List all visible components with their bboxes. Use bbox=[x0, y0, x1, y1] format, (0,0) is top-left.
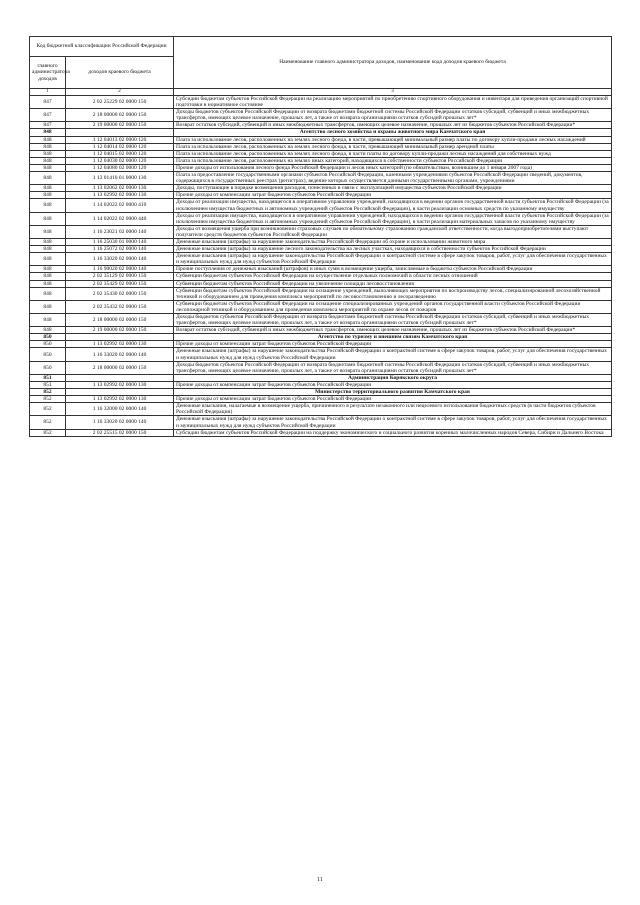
admin-code-cell: 852 bbox=[30, 389, 66, 396]
table-row bbox=[30, 164, 612, 171]
revenue-code-cell: 1 14 02022 02 0000 440 bbox=[66, 212, 174, 225]
table-row bbox=[30, 381, 612, 388]
revenue-name-cell: Доходы от реализации имущества, находящегося в оперативном управлении учреждений, находящихся в ведении органов государственной власти субъектов Российской Федерации (за исключением имущества бюджетных и автономных учреждений субъектов Российской Федерации), в части реализации материальных запасов по указанному имуществу bbox=[174, 212, 612, 225]
admin-code-cell: 848 bbox=[30, 129, 66, 136]
revenue-code-table bbox=[29, 36, 612, 437]
table-row bbox=[30, 280, 612, 287]
table-row bbox=[30, 143, 612, 150]
revenue-name-cell: Денежные взыскания, налагаемые в возмещение ущерба, причиненного в результате незаконного или нецелевого использования бюджетных средств (в части бюджетов субъектов Российской Федерации) bbox=[174, 403, 612, 416]
revenue-code-cell: 1 14 02022 02 0000 410 bbox=[66, 199, 174, 212]
revenue-name-cell: Плата за использование лесов, расположенных на землях иных категорий, находящихся в собственности субъектов Российской Федерации bbox=[174, 157, 612, 164]
revenue-name-cell: Денежные взыскания (штрафы) за нарушение законодательства Российской Федерации о контрактной системе в сфере закупок товаров, работ, услуг для обеспечения государственных и муниципальных нужд для нужд субъектов Российской Федерации bbox=[174, 348, 612, 361]
revenue-code-cell: 1 16 25072 02 0000 140 bbox=[66, 246, 174, 253]
revenue-code-cell: 1 13 02992 02 0000 130 bbox=[66, 341, 174, 348]
admin-code-cell: 848 bbox=[30, 225, 66, 238]
admin-code-cell: 848 bbox=[30, 253, 66, 266]
kbk-header: Код бюджетной классификации Российской Федерации bbox=[30, 37, 174, 57]
revenue-code-cell: 2 02 35432 02 0000 150 bbox=[66, 300, 174, 313]
revenue-name-cell: Субсидии бюджетам субъектов Российской Федерации на реализацию мероприятий по приобретению спортивного оборудования и инвентаря для приведения организаций спортивной подготовки в нормативное состояние bbox=[174, 96, 612, 109]
revenue-name-cell: Агентство по туризму и внешним связям Камчатского края bbox=[174, 334, 612, 341]
agency-row bbox=[30, 129, 612, 136]
admin-code-cell: 850 bbox=[30, 348, 66, 361]
admin-code-cell: 848 bbox=[30, 185, 66, 192]
admin-code-cell: 852 bbox=[30, 416, 66, 429]
table-row bbox=[30, 287, 612, 300]
admin-code-cell: 848 bbox=[30, 327, 66, 334]
revenue-code-cell bbox=[66, 389, 174, 396]
revenue-code-cell bbox=[66, 334, 174, 341]
table-row bbox=[30, 361, 612, 374]
revenue-name-cell: Субвенции бюджетам субъектов Российской Федерации на осуществление отдельных полномочий в области лесных отношений bbox=[174, 273, 612, 280]
agency-row bbox=[30, 334, 612, 341]
revenue-code-cell: 1 13 02062 02 0000 130 bbox=[66, 185, 174, 192]
admin-code-cell: 848 bbox=[30, 172, 66, 185]
column-number-3: 3 bbox=[174, 89, 612, 96]
revenue-name-cell: Доходы от возмещения ущерба при возникновении страховых случаев по обязательному страхованию гражданской ответственности, когда выгодоприобретателями выступают получатели средств бюджетов субъектов Российской Федерации bbox=[174, 225, 612, 238]
table-body bbox=[30, 96, 612, 437]
admin-code-cell: 848 bbox=[30, 238, 66, 245]
revenue-code-cell: 2 02 35429 02 0000 150 bbox=[66, 280, 174, 287]
table-row bbox=[30, 192, 612, 199]
admin-code-cell: 851 bbox=[30, 381, 66, 388]
revenue-name-cell: Доходы, поступающие в порядке возмещения расходов, понесенных в связи с эксплуатацией имущества субъектов Российской Федерации bbox=[174, 185, 612, 192]
table-row bbox=[30, 403, 612, 416]
revenue-name-cell: Плата за использование лесов, расположенных на землях лесного фонда, в части, превышающей минимальный размер арендной платы bbox=[174, 143, 612, 150]
table-row bbox=[30, 246, 612, 253]
admin-column-header: главного администратора доходов bbox=[30, 57, 66, 89]
revenue-code-cell: 2 02 25229 02 0000 150 bbox=[66, 96, 174, 109]
revenue-name-cell: Денежные взыскания (штрафы) за нарушение законодательства Российской Федерации об охране и использовании животного мира bbox=[174, 238, 612, 245]
revenue-code-cell: 2 02 25515 02 0000 150 bbox=[66, 429, 174, 436]
revenue-code-cell: 1 12 04080 02 0000 120 bbox=[66, 164, 174, 171]
revenue-name-cell: Агентство лесного хозяйства и охраны животного мира Камчатского края bbox=[174, 129, 612, 136]
admin-code-cell: 852 bbox=[30, 429, 66, 436]
table-row bbox=[30, 266, 612, 273]
revenue-code-cell bbox=[66, 129, 174, 136]
table-row bbox=[30, 136, 612, 143]
revenue-code-cell: 1 12 04015 02 0000 120 bbox=[66, 150, 174, 157]
table-row bbox=[30, 253, 612, 266]
revenue-code-cell: 1 13 01410 01 0000 130 bbox=[66, 172, 174, 185]
admin-code-cell: 848 bbox=[30, 212, 66, 225]
revenue-code-cell: 2 18 00000 02 0000 150 bbox=[66, 109, 174, 122]
revenue-code-cell: 2 18 00000 02 0000 150 bbox=[66, 361, 174, 374]
table-row bbox=[30, 199, 612, 212]
revenue-code-cell: 1 13 02992 02 0000 130 bbox=[66, 396, 174, 403]
admin-code-cell: 848 bbox=[30, 199, 66, 212]
revenue-name-cell: Администрация Корякского округа bbox=[174, 374, 612, 381]
table-row bbox=[30, 341, 612, 348]
table-row bbox=[30, 348, 612, 361]
revenue-name-cell: Доходы бюджетов субъектов Российской Федерации от возврата бюджетами бюджетной системы Российской Федерации остатков субсидий, субвенций и иных межбюджетных трансфертов, имеющих целевое назначение, прошлых лет, а также от возврата организациями остатков субсидий прошлых лет* bbox=[174, 314, 612, 327]
admin-code-cell: 848 bbox=[30, 273, 66, 280]
table-row bbox=[30, 225, 612, 238]
admin-code-cell: 852 bbox=[30, 396, 66, 403]
revenue-name-cell: Доходы от реализации имущества, находящегося в оперативном управлении учреждений, находящихся в ведении органов государственной власти субъектов Российской Федерации (за исключением имущества бюджетных и автономных учреждений субъектов Российской Федерации), в части реализации основных средств по указанному имуществу bbox=[174, 199, 612, 212]
table-row bbox=[30, 157, 612, 164]
code-column-header: доходов краевого бюджета bbox=[66, 57, 174, 89]
table-row bbox=[30, 327, 612, 334]
admin-code-cell: 848 bbox=[30, 157, 66, 164]
revenue-name-cell: Субвенции бюджетам субъектов Российской Федерации на оснащение учреждений, выполняющих мероприятия по воспроизводству лесов, специализированной лесохозяйственной техникой и оборудованием для проведения комплекса мероприятий по лесовосстановлению и лесоразведению bbox=[174, 287, 612, 300]
admin-code-cell: 850 bbox=[30, 334, 66, 341]
revenue-name-cell: Прочие доходы от использования лесного фонда Российской Федерации и лесов иных категорий (по обязательствам, возникшим до 1 января 2007 года) bbox=[174, 164, 612, 171]
revenue-name-cell: Прочие доходы от компенсации затрат бюджетов субъектов Российской Федерации bbox=[174, 192, 612, 199]
revenue-name-cell: Прочие доходы от компенсации затрат бюджетов субъектов Российской Федерации bbox=[174, 381, 612, 388]
page-number: 11 bbox=[317, 877, 323, 883]
table-row bbox=[30, 429, 612, 436]
revenue-name-cell: Плата за использование лесов, расположенных на землях лесного фонда, в части платы по договору купли-продажи лесных насаждений для собственных нужд bbox=[174, 150, 612, 157]
revenue-code-cell bbox=[66, 374, 174, 381]
admin-code-cell: 848 bbox=[30, 266, 66, 273]
table-row bbox=[30, 212, 612, 225]
revenue-code-cell: 1 16 23021 02 0000 140 bbox=[66, 225, 174, 238]
revenue-code-cell: 1 16 33020 02 0000 140 bbox=[66, 416, 174, 429]
revenue-name-cell: Денежные взыскания (штрафы) за нарушение законодательства Российской Федерации о контрактной системе в сфере закупок товаров, работ, услуг для обеспечения государственных и муниципальных нужд для нужд субъектов Российской Федерации bbox=[174, 253, 612, 266]
revenue-code-cell: 1 16 33020 02 0000 140 bbox=[66, 253, 174, 266]
revenue-code-cell: 2 19 00000 02 0000 150 bbox=[66, 122, 174, 129]
admin-code-cell: 848 bbox=[30, 150, 66, 157]
revenue-name-cell: Возврат остатков субсидий, субвенций и иных межбюджетных трансфертов, имеющих целевое назначение, прошлых лет из бюджетов субъектов Российской Федерации* bbox=[174, 122, 612, 129]
revenue-name-cell: Прочие доходы от компенсации затрат бюджетов субъектов Российской Федерации bbox=[174, 341, 612, 348]
table-row bbox=[30, 416, 612, 429]
revenue-code-cell: 1 12 04014 02 0000 120 bbox=[66, 143, 174, 150]
table-row bbox=[30, 273, 612, 280]
revenue-name-cell: Прочие доходы от компенсации затрат бюджетов субъектов Российской Федерации bbox=[174, 396, 612, 403]
admin-code-cell: 848 bbox=[30, 246, 66, 253]
revenue-code-cell: 2 02 35430 02 0000 150 bbox=[66, 287, 174, 300]
column-number-1: 1 bbox=[30, 89, 66, 96]
admin-code-cell: 850 bbox=[30, 341, 66, 348]
admin-code-cell: 848 bbox=[30, 280, 66, 287]
revenue-name-cell: Доходы бюджетов субъектов Российской Федерации от возврата бюджетами бюджетной системы Российской Федерации остатков субсидий, субвенций и иных межбюджетных трансфертов, имеющих целевое назначение, прошлых лет, а также от возврата организациями остатков субсидий прошлых лет* bbox=[174, 109, 612, 122]
admin-code-cell: 848 bbox=[30, 136, 66, 143]
admin-code-cell: 851 bbox=[30, 374, 66, 381]
revenue-code-cell: 1 13 02992 02 0000 130 bbox=[66, 192, 174, 199]
name-column-header: Наименование главного администратора доходов, наименование кода доходов краевого бюджета bbox=[174, 37, 612, 89]
admin-code-cell: 852 bbox=[30, 403, 66, 416]
table-row bbox=[30, 172, 612, 185]
table-row bbox=[30, 396, 612, 403]
revenue-name-cell: Субсидии бюджетам субъектов Российской Федерации на поддержку экономического и социального развития коренных малочисленных народов Севера, Сибири и Дальнего Востока bbox=[174, 429, 612, 436]
revenue-name-cell: Субвенции бюджетам субъектов Российской Федерации на оснащение специализированных учреждений органов государственной власти субъектов Российской Федерации лесопожарной техникой и оборудованием для проведения комплекса мероприятий по охране лесов от пожаров bbox=[174, 300, 612, 313]
admin-code-cell: 848 bbox=[30, 300, 66, 313]
revenue-name-cell: Доходы бюджетов субъектов Российской Федерации от возврата бюджетами бюджетной системы Российской Федерации остатков субсидий, субвенций и иных межбюджетных трансфертов, имеющих целевое назначение, прошлых лет, а также от возврата организациями остатков субсидий прошлых лет* bbox=[174, 361, 612, 374]
admin-code-cell: 850 bbox=[30, 361, 66, 374]
revenue-name-cell: Денежные взыскания (штрафы) за нарушение лесного законодательства на лесных участках, находящихся в собственности субъектов Российской Федерации bbox=[174, 246, 612, 253]
revenue-name-cell: Плата за предоставление государственными органами субъектов Российской Федерации, казенными учреждениями субъектов Российской Федерации сведений, документов, содержащихся в государственных реестрах (регистрах), ведение которых осуществляется данными государственными органами, учреждениями bbox=[174, 172, 612, 185]
revenue-name-cell: Плата за использование лесов, расположенных на землях лесного фонда, в части, превышающей минимальный размер платы по договору купли-продажи лесных насаждений bbox=[174, 136, 612, 143]
admin-code-cell: 847 bbox=[30, 109, 66, 122]
column-number-2: 2 bbox=[66, 89, 174, 96]
table-row bbox=[30, 300, 612, 313]
revenue-code-cell: 1 13 02992 02 0000 130 bbox=[66, 381, 174, 388]
admin-code-cell: 848 bbox=[30, 314, 66, 327]
table-row bbox=[30, 122, 612, 129]
admin-code-cell: 848 bbox=[30, 287, 66, 300]
admin-code-cell: 847 bbox=[30, 122, 66, 129]
revenue-code-cell: 1 12 04030 02 0000 120 bbox=[66, 157, 174, 164]
table-row bbox=[30, 150, 612, 157]
revenue-name-cell: Возврат остатков субсидий, субвенций и иных межбюджетных трансфертов, имеющих целевое назначение, прошлых лет из бюджетов субъектов Российской Федерации* bbox=[174, 327, 612, 334]
admin-code-cell: 848 bbox=[30, 164, 66, 171]
revenue-code-cell: 1 16 32000 02 0000 140 bbox=[66, 403, 174, 416]
revenue-code-cell: 2 19 00000 02 0000 150 bbox=[66, 327, 174, 334]
table-row bbox=[30, 185, 612, 192]
agency-row bbox=[30, 389, 612, 396]
table-row bbox=[30, 314, 612, 327]
revenue-name-cell: Субвенции бюджетам субъектов Российской Федерации на увеличение площади лесовосстановления bbox=[174, 280, 612, 287]
admin-code-cell: 847 bbox=[30, 96, 66, 109]
table-row bbox=[30, 96, 612, 109]
revenue-code-cell: 2 18 00000 02 0000 150 bbox=[66, 314, 174, 327]
revenue-name-cell: Министерство территориального развития Камчатского края bbox=[174, 389, 612, 396]
table-row bbox=[30, 238, 612, 245]
revenue-code-cell: 2 02 35129 02 0000 150 bbox=[66, 273, 174, 280]
revenue-name-cell: Прочие поступления от денежных взысканий (штрафов) и иных сумм в возмещение ущерба, зачисляемые в бюджеты субъектов Российской Федерации bbox=[174, 266, 612, 273]
revenue-code-cell: 1 16 33020 02 0000 140 bbox=[66, 348, 174, 361]
agency-row bbox=[30, 374, 612, 381]
admin-code-cell: 848 bbox=[30, 192, 66, 199]
revenue-name-cell: Денежные взыскания (штрафы) за нарушение законодательства Российской Федерации о контрактной системе в сфере закупок товаров, работ, услуг для обеспечения государственных и муниципальных нужд для нужд субъектов Российской Федерации bbox=[174, 416, 612, 429]
revenue-code-cell: 1 16 25030 01 0000 140 bbox=[66, 238, 174, 245]
table-row bbox=[30, 109, 612, 122]
revenue-code-cell: 1 12 04013 02 0000 120 bbox=[66, 136, 174, 143]
revenue-code-cell: 1 16 90020 02 0000 140 bbox=[66, 266, 174, 273]
admin-code-cell: 848 bbox=[30, 143, 66, 150]
